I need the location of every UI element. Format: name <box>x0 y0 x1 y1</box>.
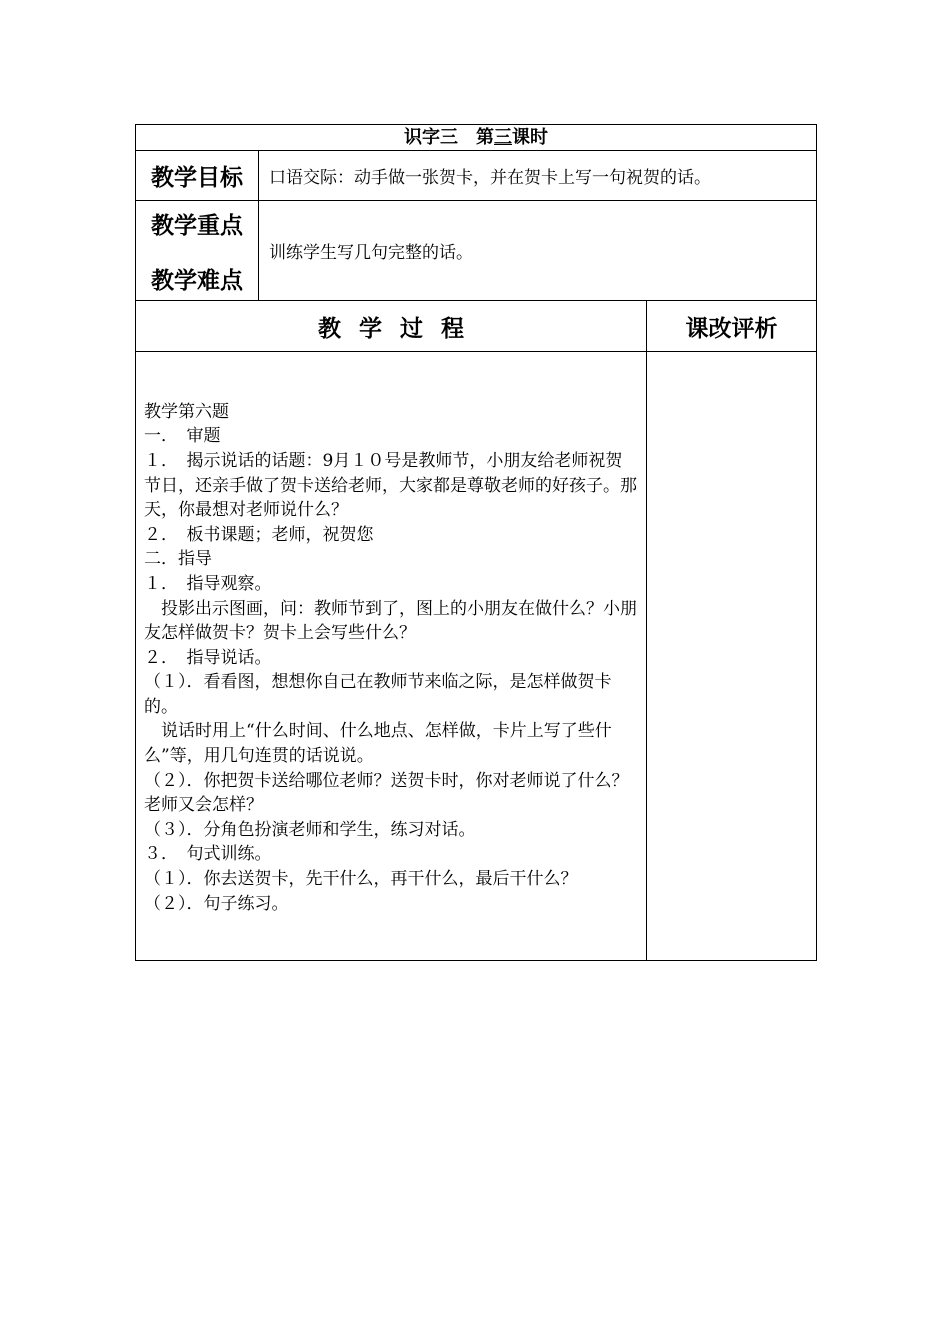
process-line: ２． 指导说话。 <box>144 647 272 668</box>
process-line: １． 指导观察。 <box>144 573 272 594</box>
title-prefix: 识字三 第 <box>404 127 494 148</box>
process-line: （３）．分角色扮演老师和学生，练习对话。 <box>144 819 476 840</box>
title-row <box>136 125 817 151</box>
review-content <box>647 352 817 961</box>
process-line: （２）．你把贺卡送给哪位老师？送贺卡时，你对老师说了什么？老师又会怎样？ <box>144 770 629 816</box>
goal-text: 口语交际：动手做一张贺卡，并在贺卡上写一句祝贺的话。 <box>259 151 817 201</box>
process-line: 二．指导 <box>144 549 212 570</box>
process-line: 教学第六题 <box>144 401 229 422</box>
process-line: 说话时用上“什么时间、什么地点、怎样做，卡片上写了些什么”等，用几句连贯的话说说。 <box>144 721 612 767</box>
process-line: ３． 句式训练。 <box>144 844 272 865</box>
goal-row <box>136 151 817 201</box>
key-label-cell <box>136 201 259 301</box>
process-header-row <box>136 301 817 352</box>
process-line: ２． 板书课题；老师，祝贺您 <box>144 524 374 545</box>
key-point-label: 教学重点 <box>151 212 243 239</box>
key-row <box>136 201 817 301</box>
process-line: 投影出示图画，问：教师节到了，图上的小朋友在做什么？小朋友怎样做贺卡？贺卡上会写些什么？ <box>144 598 637 644</box>
lesson-plan-table <box>135 124 817 961</box>
goal-label: 教学目标 <box>136 151 259 201</box>
lesson-title <box>136 125 817 151</box>
title-number: 三 <box>494 127 512 148</box>
process-label: 教学过程 <box>318 315 482 342</box>
key-text: 训练学生写几句完整的话。 <box>259 201 817 301</box>
process-line: 一． 审题 <box>144 426 221 447</box>
process-content <box>136 352 647 961</box>
process-body-row <box>136 352 817 961</box>
process-line: （１）．你去送贺卡，先干什么，再干什么，最后干什么？ <box>144 869 578 890</box>
review-label: 课改评析 <box>647 301 817 352</box>
process-line: （１）．看看图，想想你自己在教师节来临之际，是怎样做贺卡的。 <box>144 672 612 717</box>
process-line: （２）．句子练习。 <box>144 893 289 914</box>
process-label-cell <box>136 301 647 352</box>
title-suffix: 课时 <box>512 127 548 148</box>
process-line: １． 揭示说话的话题：9月１０号是教师节，小朋友给老师祝贺节日，还亲手做了贺卡送给老师，大家都是尊敬老师的好孩子。那天，你最想对老师说什么？ <box>144 450 637 521</box>
difficulty-label: 教学难点 <box>151 267 243 294</box>
